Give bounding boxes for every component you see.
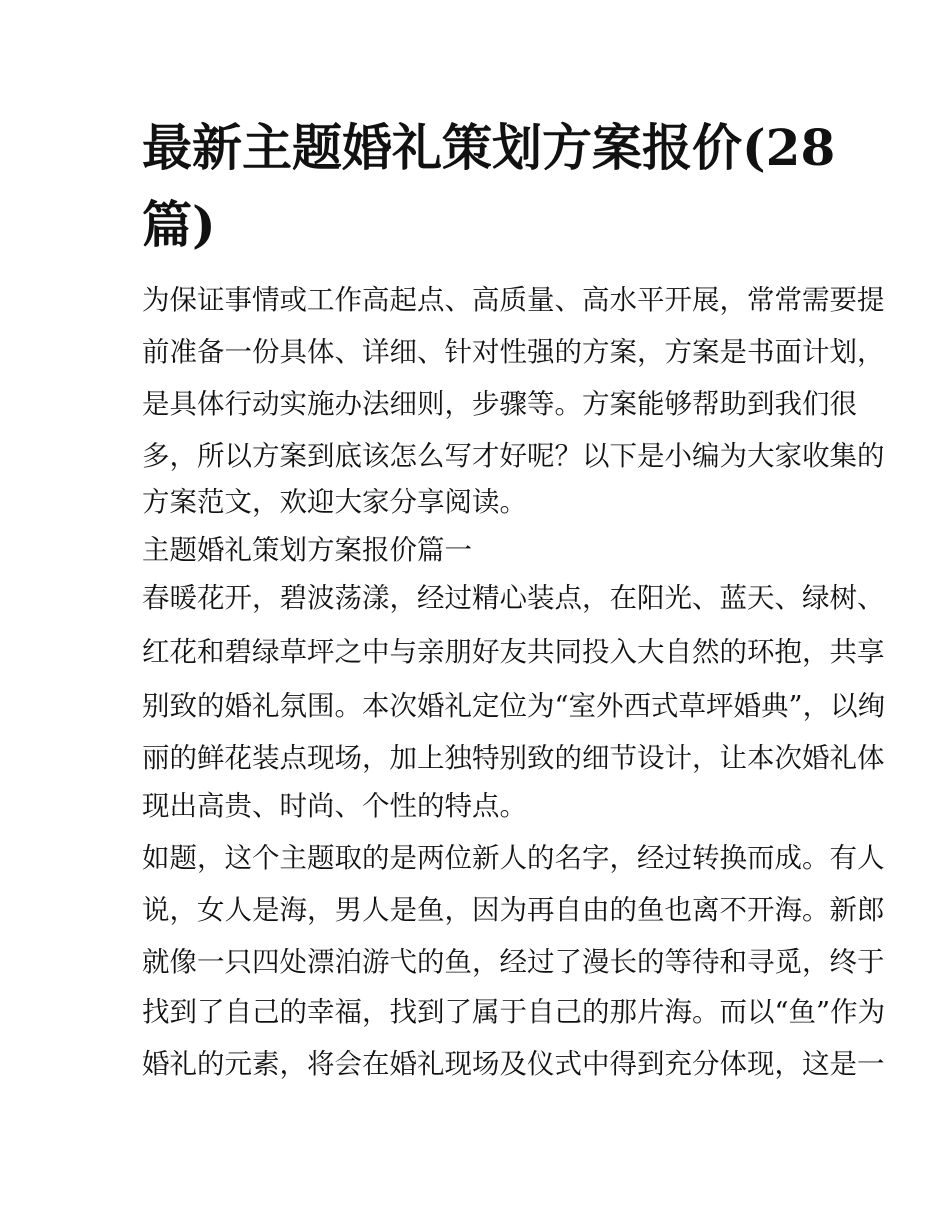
paragraph-line: 春暖花开，碧波荡漾，经过精心装点，在阳光、蓝天、绿树、 [142,582,885,614]
paragraph-line: 说，女人是海，男人是鱼，因为再自由的鱼也离不开海。新郎 [142,894,885,926]
paragraph-line: 婚礼的元素，将会在婚礼现场及仪式中得到充分体现，这是一 [142,1048,885,1080]
paragraph-line: 现出高贵、时尚、个性的特点。 [142,790,527,822]
intro-line: 是具体行动实施办法细则，步骤等。方案能够帮助到我们很 [142,388,857,420]
intro-line: 为保证事情或工作高起点、高质量、高水平开展，常常需要提 [142,284,885,316]
paragraph-line: 红花和碧绿草坪之中与亲朋好友共同投入大自然的环抱，共享 [142,636,885,668]
paragraph-line: 就像一只四处漂泊游弋的鱼，经过了漫长的等待和寻觅，终于 [142,946,885,978]
intro-line: 方案范文，欢迎大家分享阅读。 [142,486,527,518]
document-title-line: 篇) [142,195,216,254]
intro-line: 前准备一份具体、详细、针对性强的方案，方案是书面计划， [142,336,885,368]
paragraph-line: 找到了自己的幸福，找到了属于自己的那片海。而以“鱼”作为 [142,996,886,1028]
section-heading: 主题婚礼策划方案报价篇一 [142,534,472,566]
intro-line: 多，所以方案到底该怎么写才好呢？以下是小编为大家收集的 [142,440,885,472]
paragraph-line: 如题，这个主题取的是两位新人的名字，经过转换而成。有人 [142,842,885,874]
document-title-line: 最新主题婚礼策划方案报价(28 [142,118,836,177]
paragraph-line: 丽的鲜花装点现场，加上独特别致的细节设计，让本次婚礼体 [142,742,885,774]
paragraph-line: 别致的婚礼氛围。本次婚礼定位为“室外西式草坪婚典”，以绚 [142,690,886,722]
